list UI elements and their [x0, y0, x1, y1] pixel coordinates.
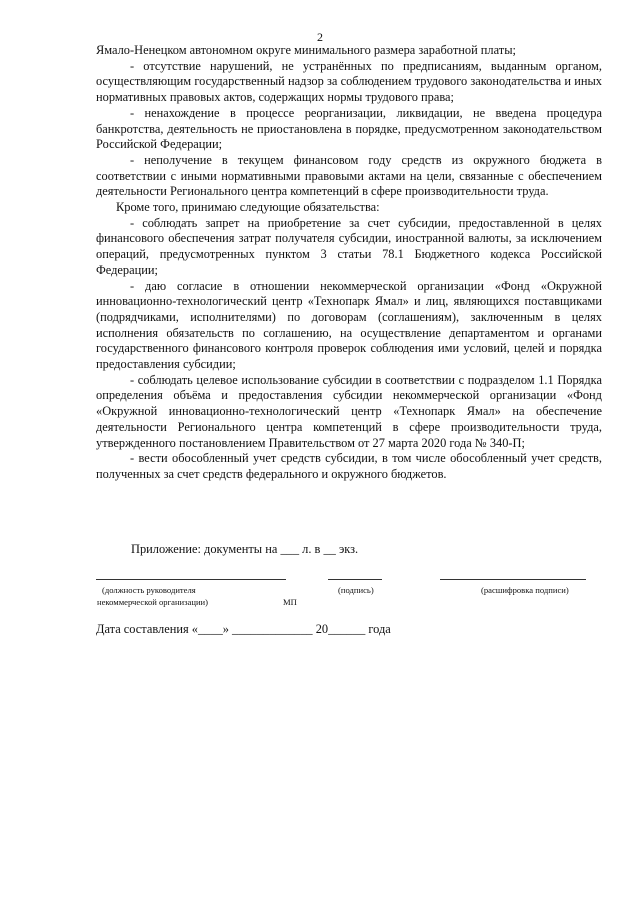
list-item: - ненахождение в процессе реорганизации, ликвидации, не введена процедура банкротства, деятельность не приостановлена в порядке, предусмотренном законодательством Российской Федерации; [96, 105, 602, 152]
paragraph: Ямало-Ненецком автономном округе минимального размера заработной платы; [96, 43, 516, 57]
list-item: - соблюдать запрет на приобретение за счет субсидии, предоставленной в целях финансового обеспечения затрат получателя субсидии, иностранной валюты, за исключением операций, предусмотренных пунктом 3 статьи 78.1 Бюджетного кодекса Российской Федерации; [96, 215, 602, 277]
stamp-mark: МП [283, 597, 297, 607]
list-item: - неполучение в текущем финансовом году средств из окружного бюджета в соответствии с иными нормативными правовыми актами на цели, связанные с обеспечением деятельности Регионального центра компетенций в сфере производительности труда. [96, 152, 602, 199]
position-signature-line [96, 579, 286, 580]
signature-line [328, 579, 382, 580]
document-body [96, 43, 602, 483]
signature-caption: (подпись) [338, 585, 374, 595]
list-item: - отсутствие нарушений, не устранённых по предписаниям, выданным органом, осуществляющим государственный надзор за соблюдением трудового законодательства и иных нормативных правовых актов, содержащих нормы трудового права; [96, 58, 602, 105]
position-caption-1: (должность руководителя [102, 585, 196, 595]
list-item: - соблюдать целевое использование субсидии в соответствии с подразделом 1.1 Порядка определения объёма и предоставления субсидии некоммерческой организации «Фонд «Окружной инновационно-технологический центр «Технопарк Ямал» на обеспечение деятельности Регионального центра компетенций в сфере производительности труда, утвержденного постановлением Правительством от 27 марта 2020 года № 340-П; [96, 372, 602, 450]
attachment-line: Приложение: документы на ___ л. в __ экз. [131, 542, 359, 556]
page-number: 2 [317, 30, 323, 44]
decoding-signature-line [440, 579, 586, 580]
list-item: - вести обособленный учет средств субсидии, в том числе обособленный учет средств, полученных за счет средств федерального и окружного бюджетов. [96, 451, 602, 481]
paragraph: Кроме того, принимаю следующие обязательства: [116, 200, 380, 215]
decoding-caption: (расшифровка подписи) [481, 585, 569, 595]
date-line: Дата составления «____» _____________ 20______ года [96, 622, 391, 636]
position-caption-2: некоммерческой организации) [97, 597, 209, 607]
list-item: - даю согласие в отношении некоммерческой организации «Фонд «Окружной инновационно-технологический центр «Технопарк Ямал» и лиц, являющихся поставщиками (подрядчиками, исполнителями) по договорам (соглашениям), заключенным в целях исполнения обязательств по соглашению, на осуществление департаментом и органами государственного финансового контроля проверок соблюдения ими условий, целей и порядка предоставления субсидии; [96, 278, 602, 372]
